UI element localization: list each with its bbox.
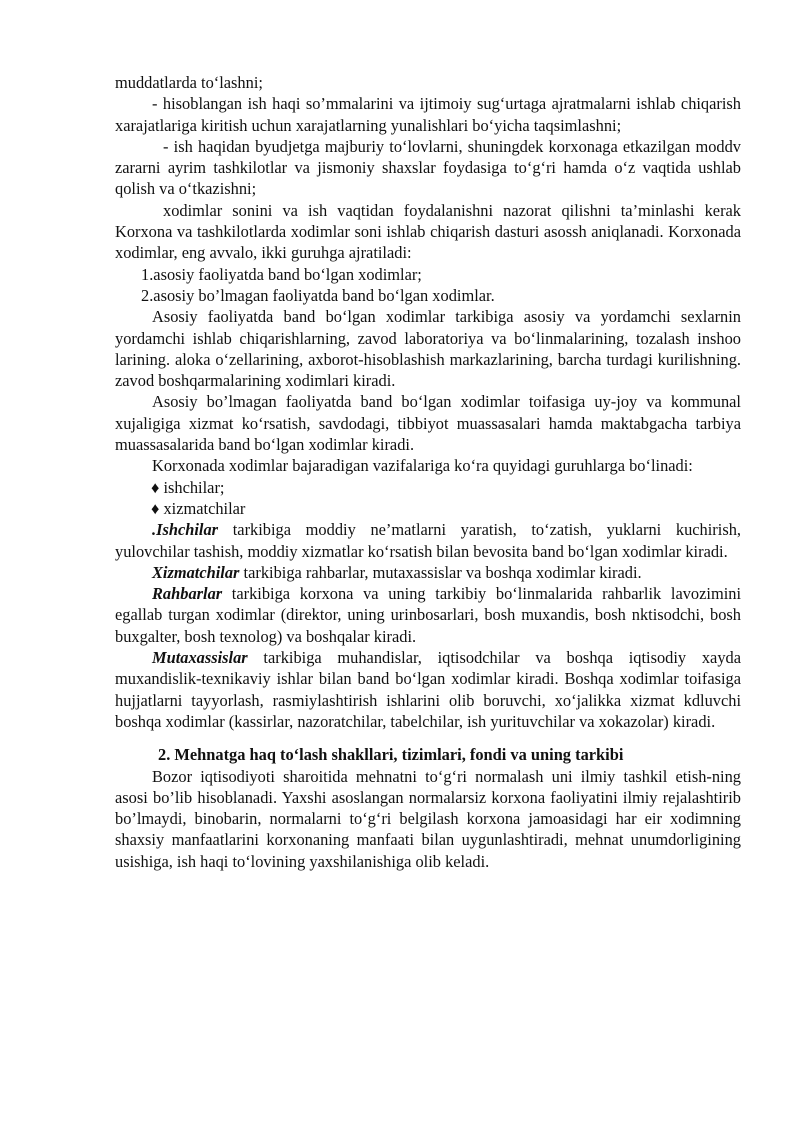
- paragraph-continuation: muddatlarda to‘lashni;: [115, 73, 263, 92]
- numbered-item-1: 1.asosiy faoliyatda band bo‘lgan xodimlar;: [141, 264, 422, 284]
- paragraph-market-economy: Bozor iqtisodiyoti sharoitida mehnatni to‘g‘ri normalash uni ilmiy tashkil etish-ning asosi bo’lib hisoblanadi. Yaxshi asoslangan normalarsiz korxona faoliyatini ilmiy rejalashtirib bo’lmaydi, binobarin, normalarni to‘g‘ri belgilash korxona jamoasidagi har eir xodimning shaxsiy manfaatlarini korxonaning manfaati bilan uygunlashtiradi, mehnat unumdorligining usishiga, ish haqi to‘lovining yaxshilanishiga olib keladi.: [115, 766, 741, 871]
- paragraph-groups: Korxonada xodimlar bajaradigan vazifalariga ko‘ra quyidagi guruhlarga bo‘linadi:: [152, 456, 693, 476]
- paragraph-ishchilar: [115, 519, 741, 562]
- document-page: [115, 72, 741, 872]
- paragraph-ishchilar-text: tarkibiga moddiy ne’matlarni yaratish, to‘zatish, yuklarni kuchirish, yulovchilar tashish, moddiy xizmatlar ko‘rsatish bilan bevosita band bo‘lgan xodimlar kiradi.: [115, 520, 741, 561]
- paragraph-rahbarlar: [115, 583, 741, 647]
- paragraph-mutaxassislar-text: tarkibiga muhandislar, iqtisodchilar va boshqa iqtisodiy xayda muxandislik-texnikaviy ishlar bilan band bo‘lgan xodimlar kiradi. Boshqa xodimlar toifasiga hujjatlarni tayyorlash, rasmiylashtirish ishlarini olib boruvchi, xo‘jalikka xizmat kdluvchi boshqa xodimlar (kassirlar, nazoratchilar, tabelchilar, ish yurituvchilar va xokazolar) kiradi.: [115, 648, 741, 731]
- term-ishchilar: .Ishchilar: [152, 520, 219, 540]
- numbered-item-2: 2.asosiy bo’lmagan faoliyatda band bo‘lgan xodimlar.: [141, 285, 495, 305]
- section-heading: 2. Mehnatga haq to‘lash shakllari, tizimlari, fondi va uning tarkibi: [158, 745, 624, 765]
- bullet-item-employees: ♦ xizmatchilar: [151, 498, 246, 518]
- dash-item-budget-payments: - ish haqidan byudjetga majburiy to‘lovlarni, shuningdek korxonaga etkazilgan moddv zararni ayrim tashkilotlar va jismoniy shaxslar foydasiga to‘g‘ri hamda o‘z vaqtida ushlab qolish va o‘tkazishni;: [115, 136, 741, 199]
- term-mutaxassislar: Mutaxassislar: [152, 648, 248, 668]
- paragraph-mutaxassislar: [115, 647, 741, 732]
- paragraph-xizmatchilar: [115, 562, 741, 583]
- term-xizmatchilar: Xizmatchilar: [152, 562, 240, 582]
- bullet-item-workers: ♦ ishchilar;: [151, 477, 225, 497]
- paragraph-rahbarlar-text: tarkibiga korxona va uning tarkibiy bo‘linmalarida rahbarlik lavozimini egallab turgan xodimlar (direktor, uning urinbosarlari, bosh muxandis, bosh nktisodchi, bosh buxgalter, bosh texnolog) va boshqalar kiradi.: [115, 584, 741, 646]
- paragraph-xizmatchilar-text: tarkibiga rahbarlar, mutaxassislar va boshqa xodimlar kiradi.: [239, 562, 642, 582]
- paragraph-non-main-activity: Asosiy bo’lmagan faoliyatda band bo‘lgan xodimlar toifasiga uy-joy va kommunal xujaligiga xizmat ko‘rsatish, savdodagi, tibbiyot muassasalari hamda maktabgacha tarbiya muassasalarida band bo‘lgan xodimlar kiradi.: [115, 392, 741, 455]
- paragraph-main-activity: Asosiy faoliyatda band bo‘lgan xodimlar tarkibiga asosiy va yordamchi sexlarnin yordamchi ishlab chiqarishlarning, zavod laboratoriya va bo‘linmalarining, tozalash inshoo larining. aloka o‘zellarining, axborot-hisoblashish markazlarining, barcha turdagi kurilishning. zavod boshqarmalarining xodimlari kiradi.: [115, 307, 741, 391]
- paragraph-workforce-control: xodimlar sonini va ish vaqtidan foydalanishni nazorat qilishni ta’minlashi kerak Korxona va tashkilotlarda xodimlar soni ishlab chiqarish dasturi asossh aniqlanadi. Korxonada xodimlar, eng avvalo, ikki guruhga ajratiladi:: [115, 200, 741, 263]
- term-rahbarlar: Rahbarlar: [152, 584, 223, 604]
- dash-item-salary-allocation: - hisoblangan ish haqi so’mmalarini va ijtimoiy sug‘urtaga ajratmalarni ishlab chiqarish xarajatlariga kiritish uchun xarajatlarning yunalishlari bo‘yicha taqsimlashni;: [115, 94, 741, 135]
